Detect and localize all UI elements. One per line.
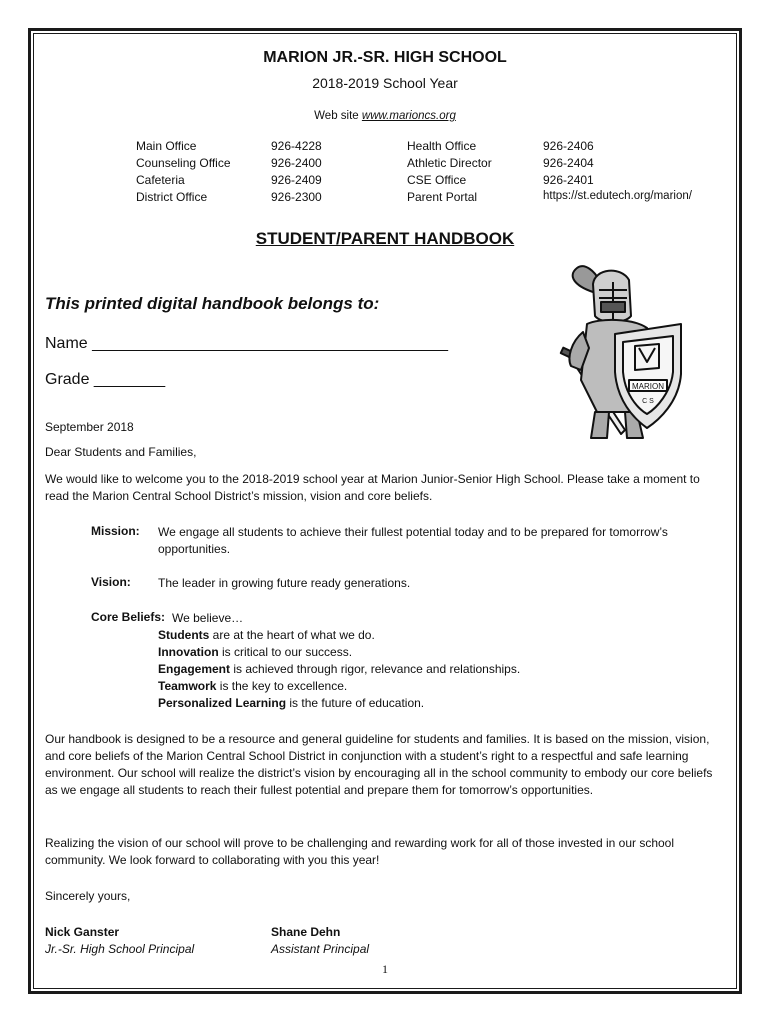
contact-label: Main Office (136, 139, 197, 153)
school-year: 2018-2019 School Year (312, 75, 458, 91)
vision-text: The leader in growing future ready generations. (158, 576, 411, 590)
parent-portal-link[interactable]: https://st.edutech.org/marion/ (543, 190, 692, 202)
letter-paragraph: Realizing the vision of our school will prove to be challenging and rewarding work for all of those invested in our school community. We look forward to collaborating with you this year! (45, 836, 675, 867)
belongs-to-heading: This printed digital handbook belongs to: (45, 294, 380, 313)
contact-label: Athletic Director (407, 156, 492, 170)
knight-mascot-image (555, 262, 685, 442)
mascot-emblem-text: MARION (632, 382, 664, 391)
belief-text: is the future of education. (286, 696, 425, 710)
mission-label: Mission: (91, 524, 140, 538)
school-name: MARION JR.-SR. HIGH SCHOOL (263, 49, 507, 66)
core-beliefs-label: Core Beliefs: (91, 610, 166, 624)
letter-intro: We would like to welcome you to the 2018-2019 school year at Marion Junior-Senior High School. Please take a moment to read the Marion Central School District’s mission, vision and core beliefs. (45, 472, 700, 503)
name-field-line: Name ________________________________________ (45, 335, 449, 352)
core-beliefs-intro: We believe… (172, 611, 244, 625)
contact-label: District Office (136, 190, 208, 204)
contact-phone: 926-2401 (543, 173, 594, 187)
contact-label: CSE Office (407, 173, 467, 187)
belief-term: Innovation (158, 645, 219, 659)
letter-closing: Sincerely yours, (45, 889, 131, 903)
contact-phone: 926-4228 (271, 139, 322, 153)
contact-label: Health Office (407, 139, 477, 153)
signer-title: Assistant Principal (271, 942, 370, 956)
belief-item (158, 644, 352, 661)
signer-name: Shane Dehn (271, 925, 341, 939)
belief-term: Students (158, 628, 210, 642)
contact-phone: 926-2400 (271, 156, 322, 170)
contact-phone: 926-2406 (543, 139, 594, 153)
contact-label: Cafeteria (136, 173, 185, 187)
belief-text: is achieved through rigor, relevance and relationships. (230, 662, 521, 676)
letter-greeting: Dear Students and Families, (45, 445, 197, 459)
contact-phone: 926-2409 (271, 173, 322, 187)
belief-item (158, 661, 520, 678)
letter-paragraph: Our handbook is designed to be a resource and general guideline for students and families. It is based on the mission, vision, and core beliefs of the Marion Central School District in conjunction with a student’s right to a respectful and safe learning environment. Our school will realize the district’s vision by encouraging all in the school community to embody our core beliefs as we engage all students to reach their fullest potential and prepare them for tomorrow’s opportunities. (45, 732, 713, 797)
belief-text: is the key to excellence. (216, 679, 348, 693)
signer-title: Jr.-Sr. High School Principal (45, 942, 195, 956)
contact-label: Parent Portal (407, 190, 478, 204)
contact-phone: 926-2404 (543, 156, 594, 170)
website-line (33, 110, 737, 122)
handbook-title: STUDENT/PARENT HANDBOOK (255, 229, 515, 248)
vision-label: Vision: (91, 575, 131, 589)
belief-term: Engagement (158, 662, 231, 676)
letter-date: September 2018 (45, 420, 134, 434)
mascot-emblem-initials: C S (642, 398, 654, 405)
belief-item (158, 695, 424, 712)
grade-field-line: Grade ________ (45, 371, 166, 388)
belief-text: is critical to our success. (218, 645, 353, 659)
contact-phone: 926-2300 (271, 190, 322, 204)
signer-name: Nick Ganster (45, 925, 120, 939)
belief-text: are at the heart of what we do. (209, 628, 375, 642)
mission-text: We engage all students to achieve their fullest potential today and to be prepared for tomorrow’s opportunities. (158, 525, 668, 556)
website-link[interactable]: www.marioncs.org (361, 110, 456, 122)
belief-term: Personalized Learning (158, 696, 287, 710)
belief-term: Teamwork (158, 679, 217, 693)
website-label: Web site (314, 110, 362, 122)
belief-item (158, 678, 347, 695)
page-number: 1 (382, 962, 388, 976)
belief-item (158, 627, 375, 644)
contact-label: Counseling Office (136, 156, 231, 170)
